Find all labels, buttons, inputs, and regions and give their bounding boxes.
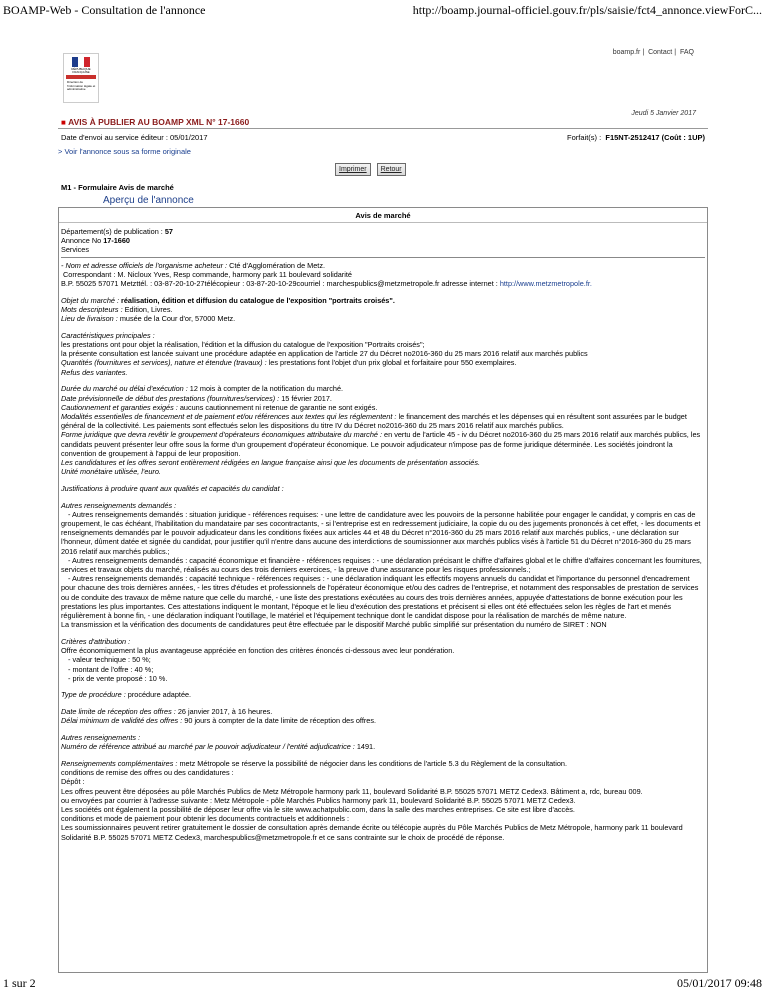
logo-line1: RÉPUBLIQUE FRANÇAISE — [71, 67, 91, 74]
dept-line: Département(s) de publication : 57 — [61, 227, 173, 236]
criteres-section: Critères d'attribution : Offre économiquement la plus avantageuse appréciée en fonction des critères énoncés ci-dessous avec leur pondération. - valeur technique : 50 %; - montant de l'offre : 40 %; - prix de vente proposé : 10 %. — [61, 636, 455, 683]
header-block — [61, 227, 705, 255]
website-link[interactable]: http://www.metzmetropole.fr. — [499, 279, 592, 289]
voir-original-link[interactable]: > Voir l'annonce sous sa forme originale — [58, 147, 191, 156]
print-header-title: BOAMP-Web - Consultation de l'annonce — [3, 3, 206, 17]
justif-section: Justifications à produire quant aux qualités et capacités du candidat : — [61, 483, 284, 493]
dila-logo — [63, 53, 99, 103]
print-footer-datetime: 05/01/2017 09:48 — [676, 976, 762, 990]
print-button[interactable]: Imprimer — [335, 163, 371, 176]
avis-heading: Avis de marché — [59, 208, 707, 223]
top-links: boamp.fr | Contact | FAQ — [612, 49, 694, 56]
annonce-line: Annonce No 17-1660 — [61, 236, 130, 246]
objet-section: Objet du marché : réalisation, édition et diffusion du catalogue de l'exposition "portraits croisés". Mots descripteurs : Edition, Livres. Lieu de livraison : musée de la Cour d'or, 57000 Metz. — [61, 295, 395, 324]
services-line: Services — [61, 245, 89, 255]
separator — [61, 257, 705, 258]
marianne-flag-icon — [72, 57, 90, 67]
autres-section: Autres renseignements demandés : - Autres renseignements demandés : situation juridique - références requises: - une lettre de candidature avec les pouvoirs de la personne habilitée pour engager le candidat, y compris en cas de groupement, le cas échéant, l'habilitation du mandataire par ses cocontractants, - si l'entreprise est en redressement judiciaire, la copie du ou des jugements prononcés à cet effet, - les documents et renseignements demandés par le pouvoir adjudicateur dans les conditions fixées aux articles 44 et 48 du Décret n°2016-360 du 25 mars 2016 relatif aux marchés publics, - une déclaration sur l'honneur, dûment datée et signée du candidat, pour justifier qu'il n'entre dans aucune des interdictions de soumissionner aux marchés publics visés à l'article 51 du Décret n°2016-360 du 25 mars 2016 relatif aux marchés publics.; - Autres renseignements demandés : capacité économique et financière - références requises : - une déclaration précisant le chiffre d'affaires global et le chiffre d'affaires concernant les fournitures, services et travaux objets du marché, réalisés au cours des trois derniers exercices, - la preuve d'une assurance pour les risques professionnels.; - Autres renseignements demandés : capacité technique - références requises : - une déclaration indiquant les effectifs moyens annuels du candidat et l'importance du personnel d'encadrement pour chacune des trois dernières années, - les titres d'études et professionnels de l'opérateur économique et/ou des cadres de l'entreprise, et notamment des responsables de prestation de services ou de conduite des travaux de même nature que celle du marché, - une liste des prestations exécutées au cours des trois dernières années, appuyée d'attestations de bonne exécution pour les prestations les plus importantes. Ces attestations indiquent le montant, l'époque et le lieu d'exécution des prestations et précisent si elles ont été effectuées selon les règles de l'art et menés régulièrement à bonne fin, - une déclaration indiquant l'outillage, le matériel et l'équipement technique dont le candidat dispose pour la réalisation de marchés de même nature. La transmission et la vérification des documents de candidatures peut être effectuée par le dispositif Marché public simplifié sur présentation du numéro de SIRET : NON — [61, 500, 702, 630]
caract-section: Caractéristiques principales : les prestations ont pour objet la réalisation, l'édition et la diffusion du catalogue de l'exposition "Portraits croisés"; la présente consultation est lancée suivant une procédure adaptée en application de l'article 27 du Décret no2016-360 du 25 mars 2016 relatif aux marchés publics Quantités (fournitures et services), nature et étendue (travaux) : les prestations font l'objet d'un prix global et forfaitaire pour 550 exemplaires. Refus des variantes. — [61, 330, 588, 377]
back-button[interactable]: Retour — [377, 163, 406, 176]
org-section: - Nom et adresse officiels de l'organisme acheteur : Cté d'Agglomération de Metz. Correspondant : M. Nicloux Yves, Resp commande, harmony park 11 boulevard solidarité B.P. 55025 57071 Metzttél. : 03-87-20-10-27télécopieur : 03-87-20-10-29courriel : marchespublics@metzmetropole.fr adresse internet : http://www.metzmetropole.fr. — [61, 260, 592, 289]
print-header-url: http://boamp.journal-officiel.gouv.fr/pls/saisie/fct4_annonce.viewForC... — [412, 3, 762, 17]
divider — [58, 128, 708, 129]
form-title: M1 - Formulaire Avis de marché — [61, 183, 174, 192]
logo-text: Direction de l'information légale et administrative — [67, 80, 96, 91]
link-contact[interactable]: Contact — [648, 49, 673, 56]
autres2-section: Autres renseignements : Numéro de référence attribué au marché par le pouvoir adjudicateur / l'entité adjudicatrice : 1491. — [61, 733, 376, 752]
annonce-content — [59, 223, 707, 842]
apercu-title: Aperçu de l'annonce — [103, 195, 194, 206]
avis-title: ■ AVIS À PUBLIER AU BOAMP XML N° 17-1660 — [61, 117, 250, 127]
annonce-frame — [58, 207, 708, 973]
forfait: Forfait(s) : F15NT-2512417 (Coût : 1UP) — [567, 133, 705, 142]
action-buttons — [335, 163, 406, 176]
bullet-icon: ■ — [61, 118, 69, 127]
limite-section: Date limite de réception des offres : 26 janvier 2017, à 16 heures. Délai minimum de validité des offres : 90 jours à compter de la date limite de réception des offres. — [61, 707, 377, 726]
logo-bar — [66, 75, 96, 79]
link-boamp[interactable]: boamp.fr — [612, 49, 641, 56]
sent-date: Date d'envoi au service éditeur : 05/01/2017 — [61, 133, 208, 142]
current-date: Jeudi 5 Janvier 2017 — [631, 110, 696, 117]
duree-section: Durée du marché ou délai d'exécution : 12 mois à compter de la notification du marché. Date prévisionnelle de début des prestations (fournitures/services) : 15 février 2017. Cautionnement et garanties exigés : aucuns cautionnement ni retenue de garantie ne sont exigés. Modalités essentielles de financement et de paiement et/ou références aux textes qui les réglementent : le financement des marchés et les dépenses qui en résultent sont assurées par le budget général de la collectivité. Les paiements sont effectués selon les dispositions du titre IV du Décret no2016-360 du 25 mars 2016 relatif aux marchés publics. Forme juridique que devra revêtir le groupement d'opérateurs économiques attributaire du marché : en vertu de l'article 45 - iv du Décret no2016-360 du 25 mars 2016 relatif aux marchés publics, les candidats peuvent présenter leur offre sous la forme d'un groupement d'opérateur économique. Le pouvoir adjudicateur n'impose pas de forme juridique déterminée. Les sociétés joindront la convention de groupement à l'appui de leur proposition. Les candidatures et les offres seront entièrement rédigées en langue française ainsi que les documents de présentation associés. Unité monétaire utilisée, l'euro. — [61, 384, 701, 477]
compl-section: Renseignements complémentaires : metz Métropole se réserve la possibilité de négocier dans les conditions de l'article 5.3 du Règlement de la consultation. conditions de remise des offres ou des candidatures : Dépôt : Les offres peuvent être déposées au pôle Marchés Publics de Metz Métropole harmony park 11, boulevard Solidarité B.P. 55025 57071 METZ Cedex3. Bâtiment a, rdc, bureau 009. ou envoyées par courrier à l'adresse suivante : Metz Métropole - pôle Marchés Publics harmony park 11, boulevard Solidarité B.P. 55025 57071 METZ Cedex3. Les sociétés ont également la possibilité de déposer leur offre via le site www.achatpublic.com, dans la salle des marches entreprises. Ce site est libre d'accès. conditions et mode de paiement pour obtenir les documents contractuels et additionnels : Les soumissionnaires peuvent retirer gratuitement le dossier de consultation après demande écrite ou télécopie auprès du Pôle Marchés Publics de Metz Métropole, harmony park 11 boulevard Solidarité B.P. 55025 57071 METZ Cedex3, marchespublics@metzmetropole.fr et ce sans contrainte sur le choix de procédé de réponse. — [61, 758, 683, 842]
print-footer-page: 1 sur 2 — [3, 976, 36, 990]
link-faq[interactable]: FAQ — [679, 49, 694, 56]
procedure-section: Type de procédure : procédure adaptée. — [61, 690, 192, 700]
